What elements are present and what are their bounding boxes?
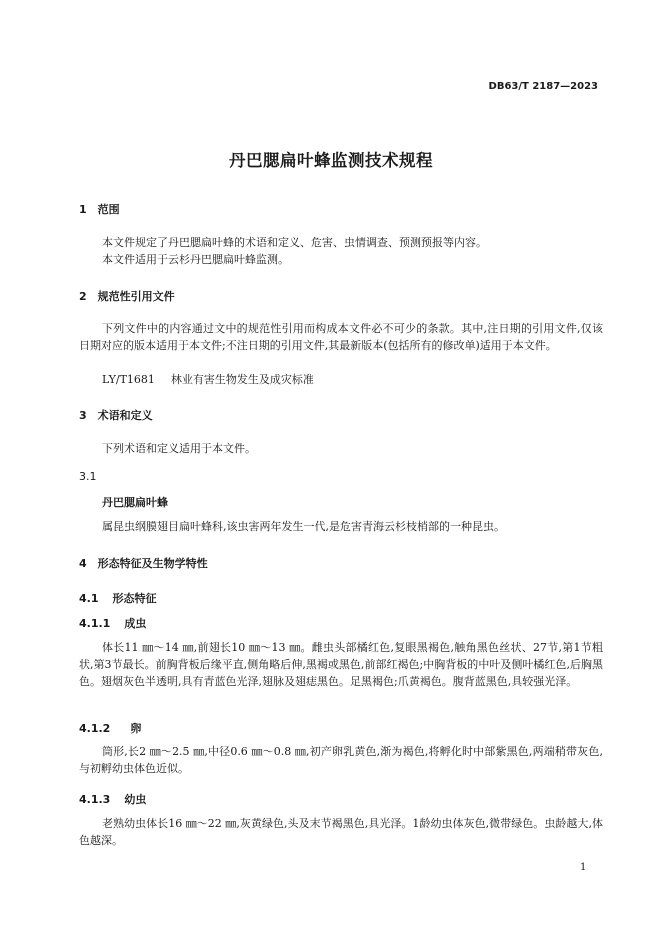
term-definition: 属昆虫纲膜翅目扁叶蜂科,该虫害两年发生一代,是危害青海云杉枝梢部的一种昆虫。 [102,520,505,533]
paragraph: 老熟幼虫体长16 ㎜～22 ㎜,灰黄绿色,头及末节褐黑色,具光泽。1龄幼虫体灰色,微带绿色。虫龄越大,体色越深。 [79,817,603,847]
section-title: 形态特征及生物学特性 [97,557,208,570]
normative-reference [102,371,314,388]
subsection-4-1-3-heading [79,791,146,807]
document-title: 丹巴腮扁叶蜂监测技术规程 [229,151,433,170]
paragraph: 下列术语和定义适用于本文件。 [102,442,256,455]
paragraph: 本文件规定了丹巴腮扁叶蜂的术语和定义、危害、虫情调查、预测预报等内容。 [102,236,487,249]
section-number: 3 [79,409,87,422]
term-name: 丹巴腮扁叶蜂 [102,496,168,509]
section-number: 4.1.1 [79,617,111,630]
subsection-4-1-1-heading [79,615,146,631]
term-number: 3.1 [79,470,97,483]
paragraph: 下列文件中的内容通过文中的规范性引用而构成本文件必不可少的条款。其中,注日期的引用文件,仅该日期对应的版本适用于本文件;不注日期的引用文件,其最新版本(包括所有的修改单)适用于本文件。 [79,322,603,352]
paragraph: 体长11 ㎜～14 ㎜,前翅长10 ㎜～13 ㎜。雌虫头部橘红色,复眼黑褐色,触角黑色丝状、27节,第1节粗状,第3节最长。前胸背板后缘平直,侧角略后伸,黑褐或黑色,前部红褐色;中胸背板的中叶及侧叶橘红色,后胸黑色。翅烟灰色半透明,具有青蓝色光泽,翅脉及翅痣黑色。足黑褐色;爪黄褐色。腹背蓝黑色,具较强光泽。 [79,641,603,688]
paragraph: 本文件适用于云杉丹巴腮扁叶蜂监测。 [102,253,289,266]
section-number: 4.1 [79,592,99,605]
reference-code: LY/T1681 [102,373,155,386]
section-title: 术语和定义 [97,409,153,422]
section-4-heading [79,555,208,571]
subsection-4-1-2-heading [79,720,141,736]
section-number: 2 [79,290,87,303]
section-number: 4.1.2 [79,722,111,735]
section-number: 4 [79,557,87,570]
subsection-4-1-heading [79,590,157,606]
section-3-heading [79,407,153,423]
section-number: 1 [79,203,87,216]
document-code: DB63/T 2187—2023 [488,81,598,92]
section-title: 幼虫 [124,793,147,806]
section-1-heading [79,201,120,217]
section-title: 卵 [130,722,142,735]
section-number: 4.1.3 [79,793,111,806]
section-title: 范围 [97,203,120,216]
section-title: 成虫 [124,617,147,630]
section-2-heading [79,288,175,304]
section-title: 规范性引用文件 [97,290,175,303]
reference-title: 林业有害生物发生及成灾标准 [170,373,314,386]
paragraph: 筒形,长2 ㎜～2.5 ㎜,中径0.6 ㎜～0.8 ㎜,初产卵乳黄色,渐为褐色,将孵化时中部紫黑色,两端稍带灰色,与初孵幼虫体色近似。 [79,745,603,775]
section-title: 形态特征 [112,592,157,605]
page-number: 1 [580,862,587,873]
